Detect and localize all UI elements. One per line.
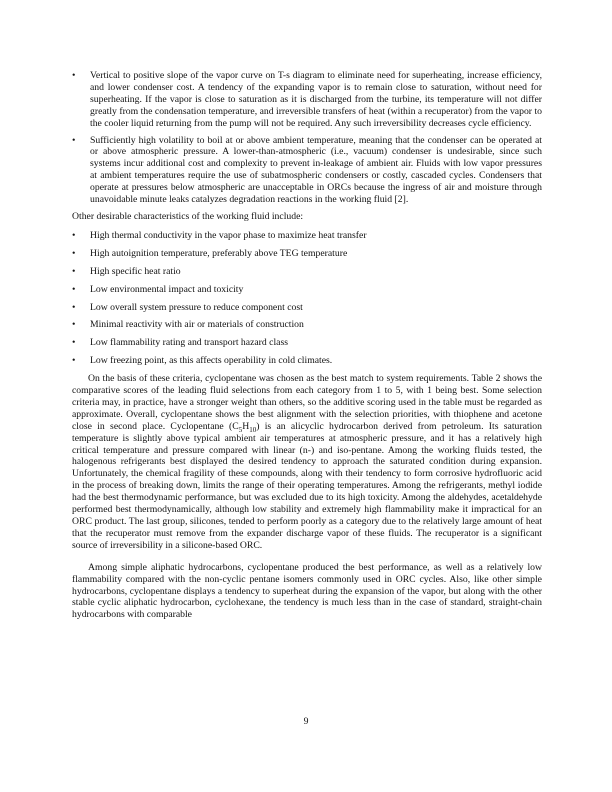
body-paragraph-cyclopentane-selection [72,373,542,552]
bullet-item-thermal-conductivity: • High thermal conductivity in the vapor phase to maximize heat transfer [72,230,542,242]
formula-element-c: C [232,420,239,432]
body-paragraph-aliphatic-hydrocarbons: Among simple aliphatic hydrocarbons, cyclopentane produced the best performance, as well as a relatively low flammability compared with the non-cyclic pentane isomers commonly used in ORC cycles. Also, like other simple hydrocarbons, cyclopentane displays a tendency to superheat during the expansion of the vapor, but along with the other stable cyclic aliphatic hydrocarbon, cyclohexane, the tendency is much less than in the case of standard, straight-chain hydrocarbons with comparable [72,561,542,621]
bullet-item-vapor-curve-slope: • Vertical to positive slope of the vapor curve on T-s diagram to eliminate need for superheating, increase efficiency, and lower condenser cost. A tendency of the expanding vapor is to remain close to saturation, without need for superheating. If the vapor is close to saturation as it is discharged from the turbine, its temperature will not differ greatly from the condensation temperature, and irreversible transfers of heat (within a recuperator) from the vapor to the cooler liquid returning from the pump will not be required. Any such irreversibility decreases cycle efficiency. [72,70,542,130]
bullet-item-freezing-point: • Low freezing point, as this affects operability in cold climates. [72,355,542,367]
bullet-item-system-pressure: • Low overall system pressure to reduce component cost [72,302,542,314]
formula-element-h: H [242,420,250,432]
bullet-item-specific-heat: • High specific heat ratio [72,266,542,278]
bullet-item-volatility: • Sufficiently high volatility to boil at or above ambient temperature, meaning that the condenser can be operated at or above atmospheric pressure. A lower-than-atmospheric (i.e., vacuum) condenser is undesirable, since such systems incur additional cost and complexity to prevent in-leakage of ambient air. Fluids with low vapor pressures at ambient temperatures require the use of subatmospheric condensers or costly, cascaded cycles. Condensers that operate at pressures below atmospheric are unacceptable in ORCs because the ingress of air and moisture through unavoidable minute leaks catalyzes degradation reactions in the working fluid [2]. [72,135,542,206]
characteristics-intro: Other desirable characteristics of the working fluid include: [72,210,304,222]
characteristics-bullet-list [72,230,542,367]
formula-subscript: 5 [238,425,243,434]
bullet-item-reactivity: • Minimal reactivity with air or materials of construction [72,319,542,331]
page-content [72,70,542,621]
page-number: 9 [303,716,309,727]
bullet-item-autoignition: • High autoignition temperature, preferably above TEG temperature [72,248,542,260]
paragraph-text-part: On the basis of these criteria, cyclopentane was chosen as the best match to system requirements. Table 2 shows the comparative scores of the leading fluid selections from each category from 1 to 5, with 1 being best. Some selection criteria may, in practice, have a stronger weight than others, so the additive scoring used in the table must be regarded as approximate. Overall, cyclopentane shows the best alignment with the selection priorities, with thiophene and acetone close in second place. Cyclopentane ( [72,373,542,432]
top-bullet-list [72,70,542,206]
chemical-formula [232,421,256,432]
bullet-item-flammability: • Low flammability rating and transport hazard class [72,337,542,349]
paragraph-text-part: ) is an alicyclic hydrocarbon derived from petroleum. Its saturation temperature is slightly above typical ambient air temperatures at atmospheric pressure, and it has a relatively high critical temperature and pressure compared with linear (n-) and iso-pentane. Among the working fluids tested, the halogenous refrigerants best displayed the desired tendency to approach the saturated condition during expansion. Unfortunately, the chemical fragility of these compounds, along with their tendency to form corrosive hydrofluoric acid in the process of breaking down, limits the range of their operating temperatures. Among the refrigerants, methyl iodide had the best thermodynamic performance, but was excluded due to its high toxicity. Among the aldehydes, acetaldehyde performed best thermodynamically, although low stability and extremely high flammability make it impractical for an ORC product. The last group, silicones, tended to perform poorly as a category due to the relatively large amount of heat that the recuperator must remove from the expander discharge vapor of these fluids. The recuperator is a significant source of irreversibility in a silicone-based ORC. [72,420,542,551]
bullet-item-environmental-impact: • Low environmental impact and toxicity [72,284,542,296]
formula-subscript: 10 [249,425,257,434]
